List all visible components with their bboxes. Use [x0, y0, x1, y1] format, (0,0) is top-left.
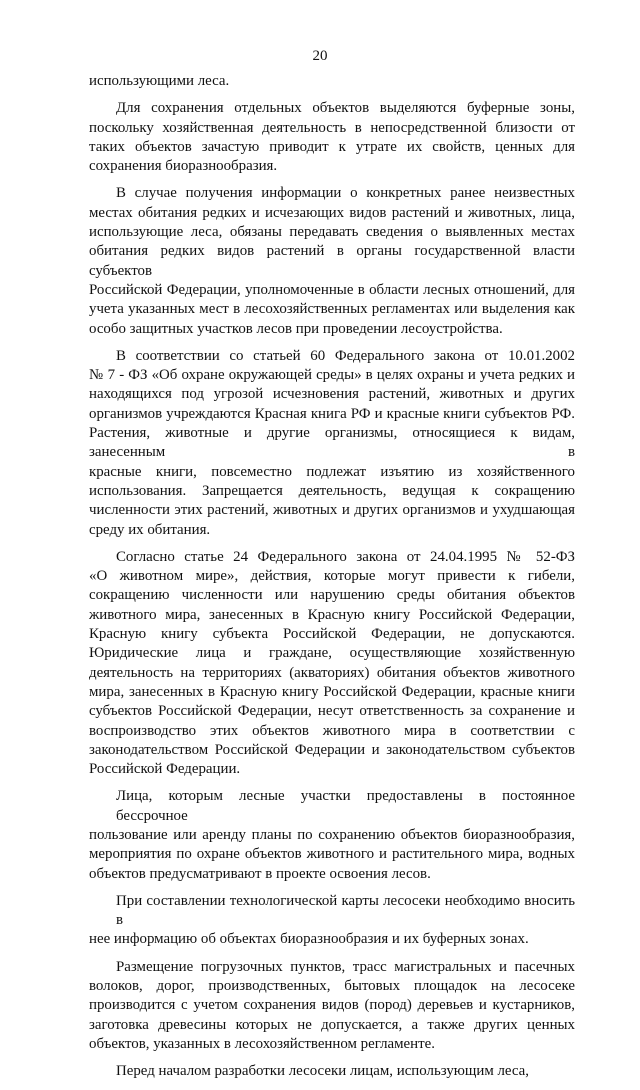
text-line: законодательством Российской Федерации и законодательством субъектов: [89, 741, 575, 758]
text-line: особо защитных участков лесов при проведении лесоустройства.: [89, 320, 503, 337]
text-line: таких объектов зачастую приводит к утрате их свойств, ценных для: [89, 138, 575, 155]
paragraph: [89, 787, 575, 883]
paragraph: [89, 72, 575, 91]
text-line: сохранения биоразнообразия.: [89, 158, 278, 175]
text-line: обитания редких видов растений в органы государственной власти субъектов: [89, 243, 575, 279]
paragraph: [89, 892, 575, 950]
text-line: красные книги, повсеместно подлежат изъятию из хозяйственного: [89, 463, 575, 480]
text-line: организмов учреждаются Красная книга РФ и красные книги субъектов РФ.: [89, 405, 575, 422]
text-line: находящихся под угрозой исчезновения растений, животных и других: [89, 386, 575, 403]
text-line: Юридические лица и граждане, осуществляющие хозяйственную: [89, 645, 575, 662]
text-line: использующие леса, обязаны передавать сведения о выявленных местах: [89, 224, 575, 241]
text-line: местах обитания редких и исчезающих видов растений и животных, лица,: [89, 204, 575, 221]
paragraph: [89, 548, 575, 780]
text-line: В случае получения информации о конкретных ранее неизвестных: [116, 185, 575, 202]
text-line: Растения, животные и другие организмы, относящиеся к видам, занесенным в: [89, 425, 575, 461]
paragraph: [89, 1062, 575, 1081]
text-line: Красную книгу субъекта Российской Федерации, не допускаются.: [89, 626, 575, 643]
text-line: Российской Федерации, уполномоченные в области лесных отношений, для: [89, 281, 575, 298]
paragraph: [89, 347, 575, 540]
text-line: поскольку хозяйственная деятельность в непосредственной близости от: [89, 119, 575, 136]
text-line: «О животном мире», действия, которые могут привести к гибели,: [89, 568, 575, 585]
text-line: При составлении технологической карты лесосеки необходимо вносить в: [116, 892, 575, 929]
text-line: нее информацию об объектах биоразнообразия и их буферных зонах.: [89, 931, 529, 948]
text-line: № 7 - ФЗ «Об охране окружающей среды» в целях охраны и учета редких и: [89, 367, 575, 384]
paragraph: [89, 99, 575, 176]
text-line: численности этих растений, животных и других организмов и ухудшающая: [89, 502, 575, 519]
text-line: учета указанных мест в лесохозяйственных регламентах или выделения как: [89, 301, 575, 318]
text-line: заготовка древесины которых не допускается, а также других ценных: [89, 1016, 575, 1033]
text-line: среду их обитания.: [89, 521, 211, 538]
document-body: [89, 72, 575, 1090]
text-line: использующими леса.: [89, 73, 230, 89]
text-line: мероприятия по охране объектов животного и растительного мира, водных: [89, 846, 575, 863]
text-line: волоков, дорог, производственных, бытовых площадок на лесосеке: [89, 978, 575, 995]
page-number: 20: [312, 48, 328, 64]
text-line: субъектов Российской Федерации, несут ответственность за сохранение и: [89, 703, 575, 720]
text-line: объектов, указанных в лесохозяйственном регламенте.: [89, 1035, 435, 1052]
paragraph: [89, 184, 575, 338]
text-line: деятельность на территориях (акваториях) обитания объектов животного: [89, 664, 575, 681]
text-line: В соответствии со статьей 60 Федерального закона от 10.01.2002: [116, 347, 575, 364]
text-line: Лица, которым лесные участки предоставлены в постоянное бессрочное: [116, 788, 575, 824]
text-line: объектов предусматривают в проекте освоения лесов.: [89, 865, 431, 882]
text-line: Российской Федерации.: [89, 761, 241, 778]
text-line: Размещение погрузочных пунктов, трасс магистральных и пасечных: [116, 958, 575, 975]
text-line: сокращению численности или нарушению среды обитания объектов: [89, 587, 575, 604]
text-line: мира, занесенных в Красную книгу Российской Федерации, красные книги: [89, 683, 575, 700]
text-line: использования. Запрещается деятельность, ведущая к сокращению: [89, 482, 575, 499]
text-line: производится с учетом сохранения видов (пород) деревьев и кустарников,: [89, 997, 575, 1014]
text-line: пользование или аренду планы по сохранению объектов биоразнообразия,: [89, 826, 575, 843]
text-line: Для сохранения отдельных объектов выделяются буферные зоны,: [116, 100, 575, 117]
text-line: Согласно статье 24 Федерального закона от 24.04.1995 № 52-ФЗ: [116, 548, 575, 565]
text-line: воспроизводство этих объектов животного мира в соответствии с: [89, 722, 575, 739]
text-line: Перед началом разработки лесосеки лицам, использующим леса,: [116, 1063, 529, 1080]
text-line: животного мира, занесенных в Красную книгу Российской Федерации,: [89, 606, 575, 623]
paragraph: [89, 958, 575, 1054]
